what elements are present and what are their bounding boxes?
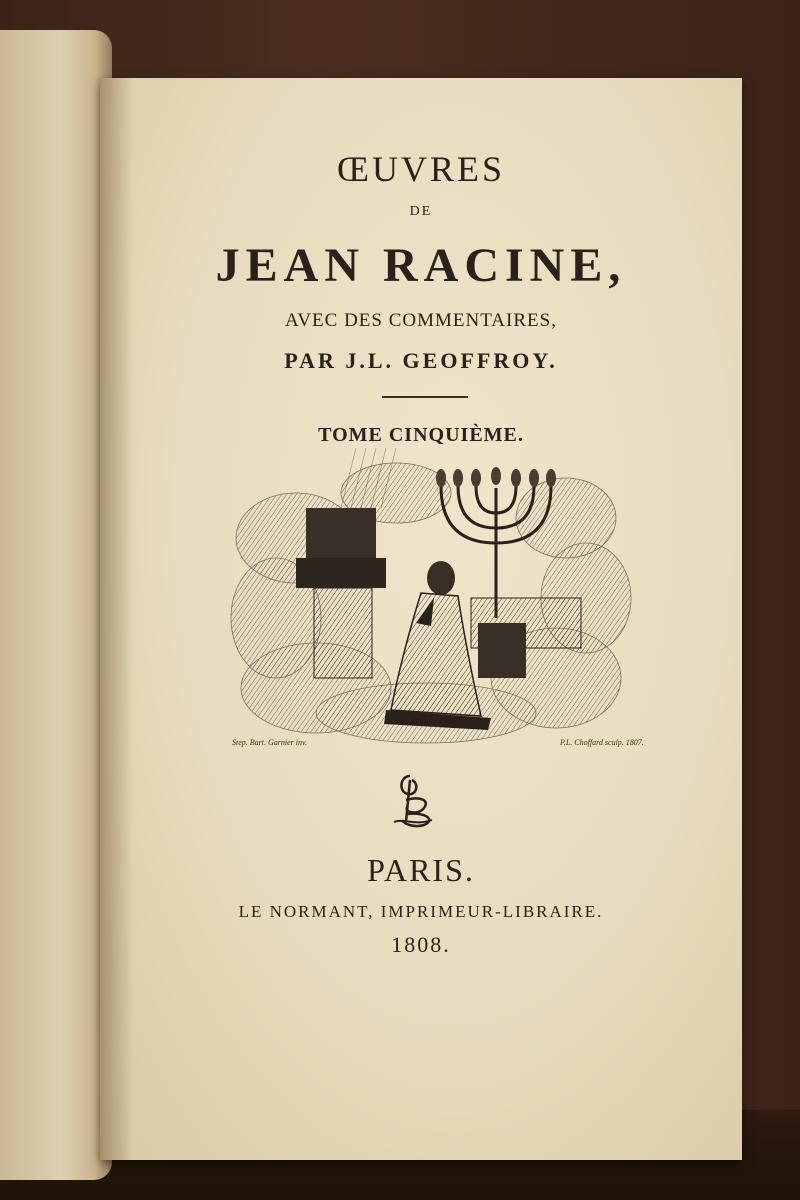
divider-rule xyxy=(382,396,468,398)
left-page-edge xyxy=(0,30,112,1180)
imprint-year: 1808. xyxy=(391,932,451,957)
engraving-illustration xyxy=(226,448,636,748)
title-de: DE xyxy=(409,204,433,219)
engraving-credit-right: P.L. Choffard sculp. 1807. xyxy=(560,738,644,747)
publisher-monogram xyxy=(386,770,446,830)
engraving-credit-left: Step. Bart. Garnier inv. xyxy=(232,738,307,747)
commentator: PAR J.L. GEOFFROY. xyxy=(284,348,558,373)
title-oeuvres: ŒUVRES xyxy=(336,149,506,189)
imprint-publisher: LE NORMANT, IMPRIMEUR-LIBRAIRE. xyxy=(238,902,604,921)
volume-label: TOME CINQUIÈME. xyxy=(318,424,524,446)
subtitle: AVEC DES COMMENTAIRES, xyxy=(285,310,557,331)
title-author-name: JEAN RACINE, xyxy=(215,239,627,292)
imprint-city: PARIS. xyxy=(367,852,475,888)
